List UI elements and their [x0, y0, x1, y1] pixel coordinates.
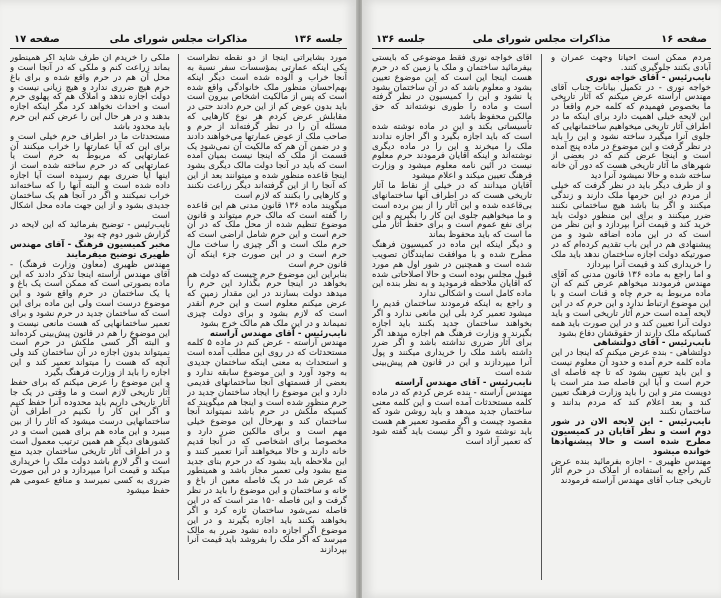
speaker-line: نایب‌رئیس - این لایحه الان در شور دوم است و نظر آقایان در کمیسیون مطرح شده است و حالا پیشنهادها خوانده میشود [551, 417, 711, 457]
right-page-number: صفحه ۱۶ [661, 34, 707, 45]
right-page-session: جلسه ۱۳۶ [376, 34, 426, 45]
paragraph: دولتشاهی - بنده عرض میکنم که اینجا در این ماده کلمه حرم آمده و حدود آن معلوم نیست و این باید تعیین بشود که تا چه فاصله ای حرم است و آیا این فاصله صد متر است یا دویست متر و این را باید وزارت فرهنگ تعیین کند و بعد اعلام کند که مردم بدانند و ساختمان نکنند [551, 348, 711, 418]
right-page-right-column [551, 54, 711, 580]
paragraph: مستحدثات ما در اطراف حرم خیلی است و برای این که آیا عمارتها را خراب میکنند آن عمارتهایی که مربوط به حرم است یا عمارتهایی که در حرم ساخته شده است از اینها آیا ضرری بهم رسیده است آیا اجازه داده شده است و البته آنها را که ساخته‌اند خراب نمیکنند و اگر در آنجا هم یک ساختمان جدیدی بشود و از این جهت ماده محل اشکال است [10, 131, 170, 221]
paragraph: مهندس آراسته - بنده عرض کردم که در ماده کلمه مستحدثات آمده است و این کلمه معنی ساختمان جدید میدهد و باید روشن شود که مقصود چیست و اگر مقصود تعمیر هم هست باید نوشته شود و اگر نیست باید گفته شود که تعمیر آزاد است [372, 387, 532, 447]
column-divider [178, 54, 179, 580]
left-page-right-column [187, 54, 347, 580]
paragraph: ملکی را خریدم آن طرف شاید اگر همینطور بماند زراعت کنم و ملکی که در آنجا است و محل آن هم در حرم واقع شده و برای باغ حرم هیچ ضرری ندارد و هیچ زیانی نیست و دولت اجازه ندهد و املاک هم که پهلوی حرم است و احداث نخواهد کرد مگر اینکه اجازه بدهند و در هر حال این را عرض کنم این حرم باید محدود باشد [10, 54, 170, 132]
paragraph: مهندس ظهیری (معاون وزارت فرهنگ) - آقای مهندس آراسته اینجا تذکر دادند که این ماده بصورتی است که ممکن است یک باغ و یا یک ساختمان در حرم واقع شود و این موضوع درست است ولی این ماده برای این است که ساختمان جدید در حرم نشود و برای تعمیر ساختمانهایی که هست مانعی نیست و این موضوع را هم در قانون پیش‌بینی کرده‌اند و البته اگر کسی ملکش در حرم است نمیتواند بدون اجازه در آن ساختمان کند ولی آنچه که هست را میتواند تعمیر کند و این اجازه را باید از وزارت فرهنگ بگیرد [10, 259, 170, 378]
paragraph: نایب‌رئیس - توضیح بفرمائید که این لایحه در گزارش شور دوم چه بود [10, 220, 170, 241]
paragraph: و راجع به اینکه فرمودند ساختمان قدیم را میشود تعمیر کرد بلی این مانعی ندارد و اگر بخواهند ساختمان جدید بکنند باید اجازه بگیرند و وزارت فرهنگ هم اجازه میدهد اگر برای آثار ضرری نداشته باشد و اگر ضرر داشته باشد ملک را خریداری میکنند و پول آنرا میپردازند و این در قانون هم پیش‌بینی شده است [372, 299, 532, 378]
paragraph: مهندس ظهیری - اجازه بفرمائید بنده عرض کنم راجع به استفاده از املاک در حرم آثار تاریخی جناب آقای مهندس آراسته فرمودند [551, 456, 711, 487]
paragraph: آقای خواجه نوری فقط موضوعی که بایستی بیفرمائید ساختمان و ملک یا زمین که در حرم هست اینجا این است که این موضوع تعیین بشود و معلوم باشد که در آن ساختمان بشود یا نشود و این را کمیسیون در نظر گرفته است و ماده را طوری نوشته‌اند که حق مالکین محفوظ باشد [372, 54, 532, 123]
speaker-line: نایب‌رئیس - آقای مهندس آراسته [394, 377, 532, 388]
paragraph: و از طرف دیگر باید در نظر گرفت که خیلی از مردم در این حرمها ملک دارند و زندگی میکنند و اگر بنا باشد هیچ ساختمانی نکنند ضرر میکنند و برای این منظور دولت باید خرید کند و قیمت آنرا بپردازد و این نظر من است که در این ماده اضافه شود و من پیشنهادی هم در این باب تقدیم کرده‌ام که در صورتیکه دولت اجازه ساختمان ندهد باید ملک را خریداری کند و قیمت آنرا بپردازد [551, 180, 711, 270]
left-page-left-column [10, 54, 170, 580]
speaker-line: مخبر کمیسیون فرهنگ - آقای مهندس ظهیری توضیح میفرمایند [10, 240, 170, 260]
paragraph: بنابراین این موضوع حرم چیست که دولت هم بخواهد در اینجا حرم بگذارد این حرم را میدهد دولت بسازند در این مقدار زمین که عرض میکنم معلوم است و این حرم آنقدر است که لازم بشود و برای دولت چیزی نمیماند و در این ملک هم مالک خرج بشود [187, 269, 347, 329]
left-page-number: صفحه ۱۷ [14, 34, 60, 45]
speaker-line: نایب‌رئیس - آقای مهندس آراسته [209, 328, 347, 339]
left-page-title: مذاکرات مجلس شورای ملی [109, 34, 248, 45]
paragraph: و اما راجع به ماده ۱۳۶ قانون مدنی که آقای مهندس فرمودند میخواهم عرض کنم که آن ماده مربوط به حرم چاه و قنات است و با این موضوع ارتباط ندارد و این حرم که در این لایحه آمده است حرم آثار تاریخی است و باید دولت آنرا تعیین کند و در این صورت باید همه کسانیکه ملک دارند از حقوقشان دفاع بشود [551, 269, 711, 339]
paragraph: و دیگر اینکه این ماده در کمیسیون فرهنگ مطرح شده و با موافقت نمایندگان تصویب شده است و همچنین در شور اول هم مورد قبول مجلس بوده است و حالا اصلاحاتی شده که آقایان ملاحظه فرمودید و به نظر بنده این ماده کامل است و اشکالی ندارد [372, 240, 532, 300]
paragraph: آقایان میدانند که در خیلی از نقاط ما آثار تاریخی هست که در اطراف آنها ساختمانهای بی‌قاعده شده و این آثار را از بین برده است و ما میخواهیم جلوی این کار را بگیریم و این برای نفع عموم است و برای حفظ آثار ملی ما است که باید محفوظ بماند [372, 180, 532, 241]
left-page-header [10, 34, 347, 49]
paragraph: و این موضوع را عرض میکنم که برای حفظ آثار تاریخی لازم است و ما وقتی در یک جا آثار تاریخی داریم باید محدوده آنرا حفظ کنیم و اگر این کار را نکنیم در اطراف آن ساختمانهایی درست میشود که آثار را از بین میبرد و این ماده هم برای همین است و در کشورهای دیگر هم همین ترتیب معمول است و در اطراف آثار تاریخی ساختمان جدید منع است و اگر لازم باشد دولت ملک را خریداری میکند و قیمت آنرا میپردازد و در این صورت ضرری به کسی نمیرسد و منافع عمومی هم حفظ میشود [10, 377, 170, 497]
speaker-line: نایب‌رئیس - آقای دولتشاهی [593, 338, 711, 349]
paragraph: تأسیساتی بکند و این در ماده نوشته شده است که باید اجازه بگیرد و اگر اجازه ندادند ملک را میخرند و این را در ماده دیگری نوشته‌اند و اینکه آقایان فرمودند حرم معلوم نیست در آئین نامه معلوم میشود و وزارت فرهنگ تعیین میکند و اعلام میشود [372, 121, 532, 182]
paragraph: میگویند ماده ۱۳۶ قانون مدنی هم این قاعده را گفته است که مالک حرم میتواند و قانون موضوع تنظیم شده از محل ملک که در آن حرم است و این حرم شامل اراضی است که حرم ملک است و اگر چیزی را ساخت مال حرم است و در این صورت جزء اینکه آن قانون حرم است [187, 200, 347, 270]
right-page-left-column [372, 54, 532, 580]
right-page-title: مذاکرات مجلس شورای ملی [472, 34, 611, 45]
paragraph: مورد بشایراتی اینجا از دو نقطه نظراست یکی اینکه عمارتی بمؤسسات سفر نسبة به آنجا خراب و آلوده شده است دیگر اینکه بهم‌احسان منظور ملک خانوادگی واقع شده است که پس از مالکیت اشخاص بیرون است باید بدون عوض کم از این حرم دادند حتی در مقابلش عرض کردم هر نوع کارهایی که مسئله آن را در نظر گرفته‌اند از حرم و صاحب ملک از عوض عمارتها می‌خواهند دادند و در ضمن آن هم که مالکیت آن نمی‌شود یک قسمت از ملک که اینجا نیست بمیان آمده است که باید در آنجا دولت مالک دیگری بشود اینجا قاعده منظور شده و میتوانند بعد از این که آنجا را از این گرفته‌اند دیگر زراعت نکنند و کارهایی را بکنند که لازم است [187, 54, 347, 201]
left-page-session: جلسه ۱۳۶ [293, 34, 343, 45]
column-divider [541, 54, 542, 580]
right-page [362, 0, 721, 598]
paragraph: خواجه نوری - در تکمیل بیانات جناب آقای مهندس آراسته عرض میکنم که آثار تاریخی ما بخصوص فهمیدم که کلمه حرم واقعاً در این لایحه خیلی اهمیت دارد برای اینکه ما در اطراف آثار تاریخی میخواهیم ساختمانهایی که جلوی آنرا میگیرد ساخته نشود و این را باید در نظر گرفت و این موضوع در ماده پنج آمده است و اینجا عرض کنم که در بعضی از شهرهای ما آثار تاریخی هست که دور آن خانه ساخته شده و حالا نمیشود آنرا دید [551, 82, 711, 182]
paragraph: مردم ممکن است احیاناً وجهت عمران و آبادی بکنند جلوگیری کنند. [551, 54, 711, 73]
speaker-line: نایب‌رئیس - آقای خواجه نوری [585, 72, 711, 83]
paragraph: مهندس آراسته - عرض کنم در ماده ۵ کلمه مستحدثات که در روی این مطلب آمده است و استحداث به معنی اینکه ساختمان جدیدی به وجود آورد و این موضوع سابقه ندارد و بعضی از قسمتهای آنجا ساختمانهای قدیمی دارد و این موضوع را ایجاد ساختمان جدید در حرم منظور شده است و اینجا هم میگویند که کسیکه ملکش در حرم باشد نمیتواند آنجا ساختمان کند و بهرحال این موضوع خیلی مهم است و برای مالکین ضرر دارد و مخصوصا برای اشخاصی که در آنجا قدیم خانه دارند و حالا میخواهند آنرا تعمیر کنند و این ملاحظه باید بشود که در حرم بنای جدید منع بشود ولی تعمیر مجاز باشد و همینطور که عرض شد در یک فاصله معین از باغ و خانه و ساختمان و این موضوع را باید در نظر گرفت و این فاصله ۱۵۰ متر است که در این فاصله نمی‌شود ساختمان تازه کرد و اگر بخواهند بکنند باید اجازه بگیرند و در این موضوع اگر اجازه داده نشود ضرر به مالک میرسد که اگر ملک را بفروشد باید قیمت آنرا بپردازند [187, 338, 347, 556]
right-page-header [372, 34, 711, 49]
left-page [0, 0, 357, 598]
